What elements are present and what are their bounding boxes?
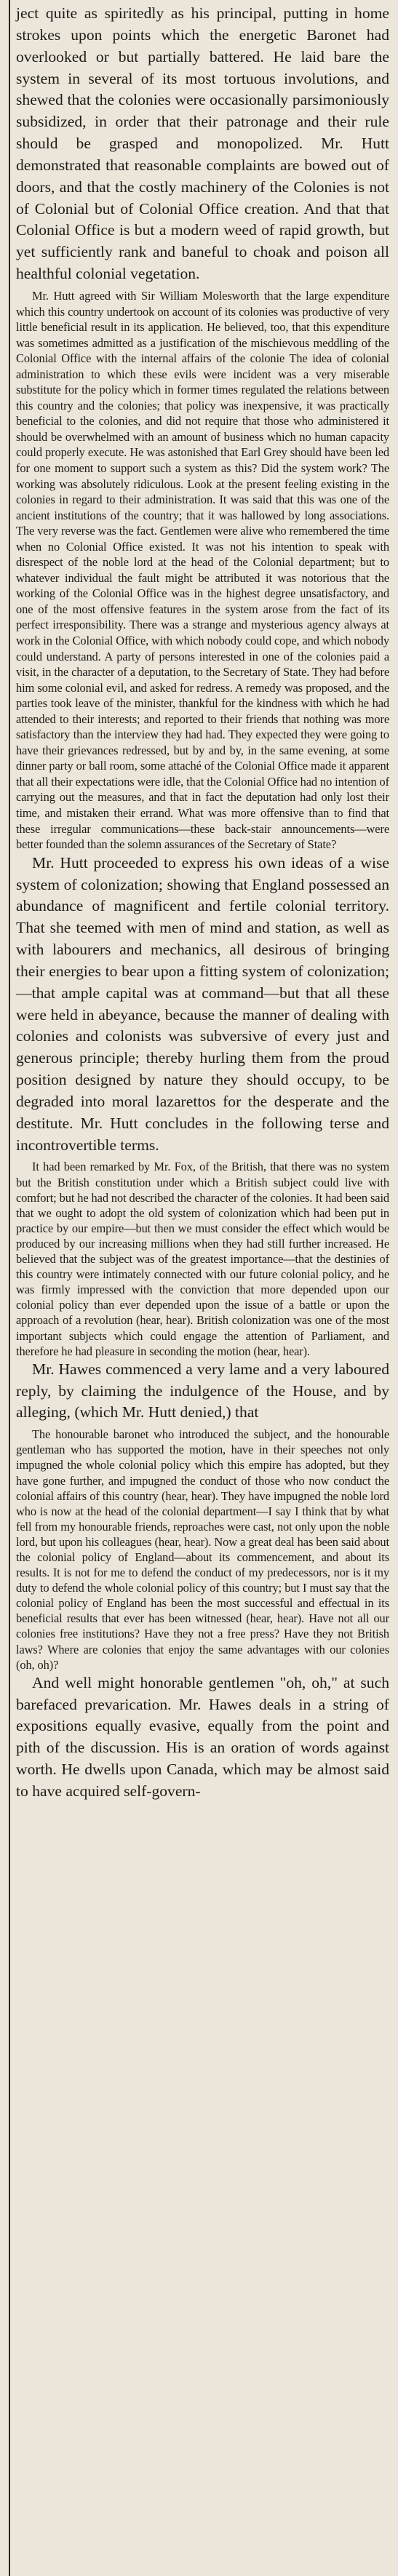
hawes-speech-quote: The honourable baronet who introduced the subject, and the honourable gentleman who has supported the motion, have in their speeches not only impugned the whole colonial policy which this empire has adopted, but they have gone further, and impugned the conduct of those who now conduct the colonial affairs of this country (hear, hear). They have impugned the noble lord who is now at the head of the colonial department—I say I think that by what fell from my honourable friends, reproaches were cast, not only upon the noble lord, but upon his colleagues (hear, hear). Now a great deal has been said about the colonial policy of England—about its commencement, and about its results. It is not for me to defend the conduct of my predecessors, nor is it my duty to defend the whole colonial policy of this country; but I must say that the colonial policy of England has been the most successful and effectual in its beneficial results that ever has been witnessed (hear, hear). Have not all our colonies free institutions? Have they not a free press? Have they not British laws? Where are colonies that enjoy the same advantages with our colonies (oh, oh)? bbox=[16, 1427, 389, 1672]
hutt-ideas-paragraph: Mr. Hutt proceeded to express his own ideas of a wise system of colonization; showing that England possessed an abundance of magnificent and fertile colonial territory. That she teemed with men of mind and station, as well as with labourers and mechanics, all desirous of bringing their energies to bear upon a fitting system of colonization;—that ample capital was at command—but that all these were held in abeyance, because the manner of dealing with colonies and colonists was subversive of every just and generous principle; thereby hurling them from the proud position designed by nature they should occupy, to be degraded into moral lazarettos for the desperate and the destitute. Mr. Hutt concludes in the following terse and incontrovertible terms. bbox=[16, 853, 389, 1154]
hutt-conclusion-quote: It had been remarked by Mr. Fox, of the British, that there was no system but the British constitution under which a British subject could live with comfort; but he had not described the character of the colonies. It had been said that we ought to adopt the old system of colonization which had been put in practice by our empire—but then we must consider the effect which would be produced by our increasing millions when they had still further increased. He believed that the subject was of the greatest importance—that the destinies of this country were intimately connected with our future colonial policy, and he was firmly impressed with the conviction that more depended upon our colonial policy than ever depended upon the issue of a battle or upon the approach of a revolution (hear, hear). British colonization was one of the most important subjects which could engage the attention of Parliament, and therefore he had pleasure in seconding the motion (hear, hear). bbox=[16, 1160, 390, 1358]
column-rule bbox=[9, 0, 10, 2576]
closing-paragraph: And well might honorable gentlemen "oh, oh," at such barefaced prevarication. Mr. Hawes deals in a string of expositions equally evasive, equally from the point and pith of the discussion. His is an oration of words against worth. He dwells upon Canada, which may be almost said to have acquired self-govern- bbox=[16, 1673, 389, 1800]
intro-paragraph: ject quite as spiritedly as his principal, putting in home strokes upon points which the energetic Baronet had overlooked or but partially battered. He laid bare the system in several of its most tortuous involutions, and shewed that the colonies were occasionally parsimoniously subsidized, in order that their patronage and their rule should be grasped and monopolized. Mr. Hutt demonstrated that reasonable complaints are bowed out of doors, and that the costly machinery of the Colonies is not of Colonial but of Colonial Office creation. And that that Colonial Office is but a modern weed of rapid growth, but yet sufficiently rank and baneful to choak and poison all healthful colonial vegetation. bbox=[16, 4, 389, 283]
hutt-speech-paragraph: Mr. Hutt agreed with Sir William Molesworth that the large expenditure which this country undertook on account of its colonies was productive of very little beneficial result in its application. He believed, too, that this expenditure was sometimes admitted as a justification of the mischievous meddling of the Colonial Office with the internal affairs of the colonie The idea of colonial administration to which these evils were incident was a very miserable substitute for the policy which in former times regulated the relations between this country and the colonies; that policy was inexpensive, it was practically beneficial to the colonies, and did not require that those who administered it should be overwhelmed with an amount of business which no human capacity could properly execute. He was astonished that Earl Grey should have been led for one moment to support such a system as this? Did the system work? The working was absolutely ridiculous. Look at the present feeling existing in the colonies in regard to their administration. It was said that this was one of the ancient institutions of the country; that it was hallowed by long associations. The very reverse was the fact. Gentlemen were alive who remembered the time when no Colonial Office existed. It was not his intention to speak with disrespect of the noble lord at the head of the Colonial department; but to whatever individual the fault might be attributed it was notorious that the working of the Colonial Office was in the highest degree unsatisfactory, and one of the most offensive features in the system arose from the fact of its perfect irresponsibility. There was a strange and mysterious agency always at work in the Colonial Office, with which nobody could cope, and which nobody could understand. A party of persons interested in one of the colonies paid a visit, in the character of a deputation, to the Secretary of State. They had before him some colonial evil, and asked for redress. A remedy was proposed, and the parties took leave of the minister, thankful for the kindness with which he had attended to their interests; and reported to their friends that nothing was more satisfactory than the interview they had had. They expected they were going to have their grievances redressed, but by and by, in the same evening, at some dinner party or ball room, some attaché of the Colonial Office made it apparent that all their expectations were idle, that the Colonial Office had no intention of carrying out the measures, and that in fact the deputation had only lost their time, and mistaken their errand. What was more offensive than to find that these irregular communications—these back-stair announcements—were better founded than the solemn assurances of the Secretary of State? bbox=[16, 288, 390, 852]
article-column bbox=[16, 3, 389, 1803]
hawes-reply-paragraph: Mr. Hawes commenced a very lame and a very laboured reply, by claiming the indulgence of the House, and by alleging, (which Mr. Hutt denied,) that bbox=[16, 1360, 389, 1421]
